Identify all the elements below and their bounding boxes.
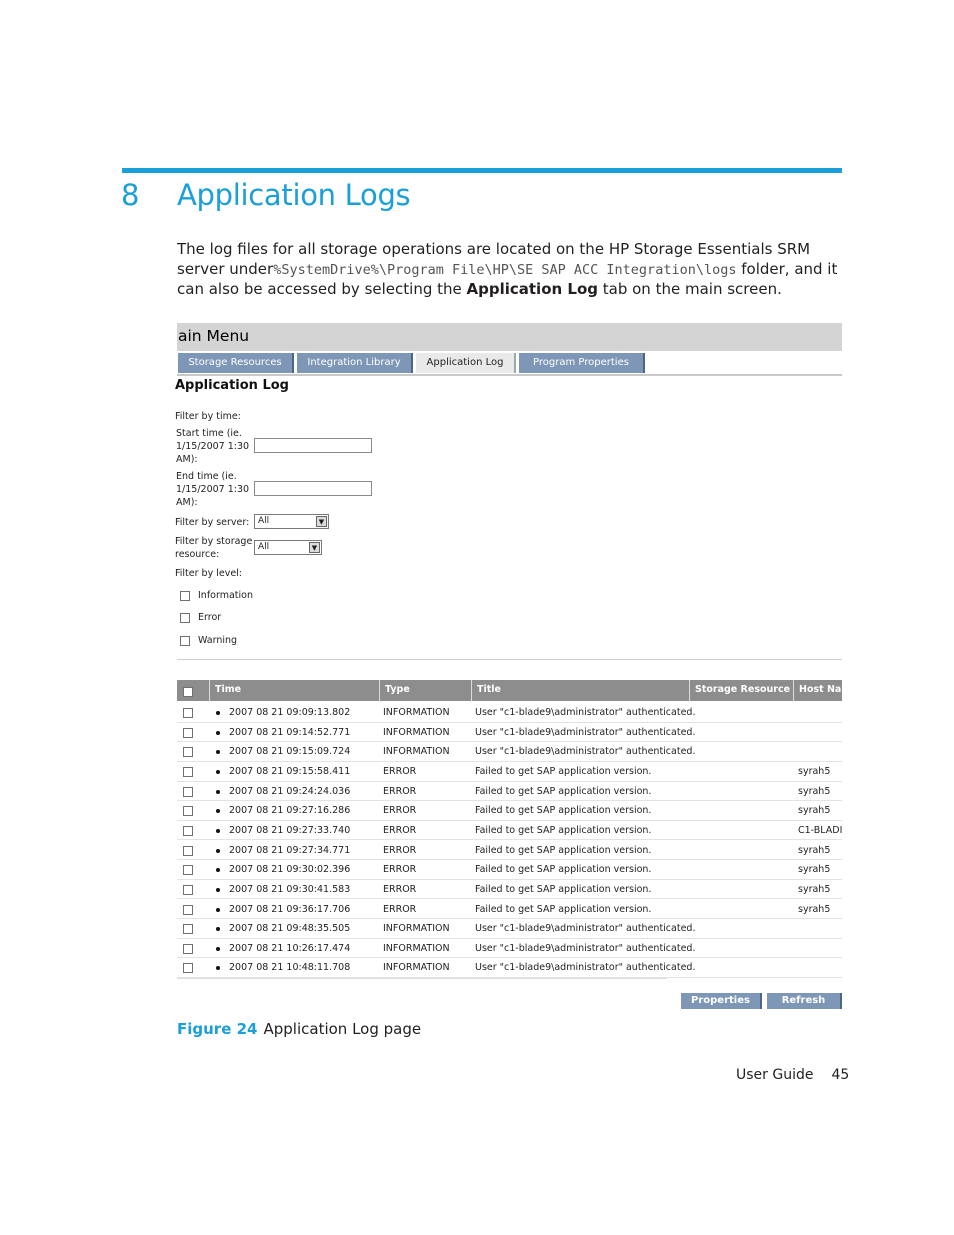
row-type: ERROR [383, 903, 417, 915]
row-title: User "c1-blade9\administrator" authenticated. [475, 746, 696, 758]
table-row[interactable] [177, 841, 842, 861]
row-type: INFORMATION [383, 923, 450, 935]
row-title: User "c1-blade9\administrator" authenticated. [475, 707, 696, 718]
row-checkbox[interactable] [183, 885, 193, 895]
table-row[interactable] [177, 919, 842, 939]
row-checkbox[interactable] [183, 708, 193, 718]
bullet-icon [216, 711, 220, 715]
bullet-icon [216, 966, 220, 970]
row-checkbox[interactable] [183, 905, 193, 915]
row-title: Failed to get SAP application version. [475, 805, 652, 817]
row-host: C1-BLADI [798, 824, 843, 836]
row-title: Failed to get SAP application version. [475, 864, 652, 876]
filter-by-server-label: Filter by server: [175, 517, 250, 528]
row-time: 2007 08 21 09:09:13.802 [229, 707, 351, 718]
figure-caption-text: Application Log page [263, 1020, 422, 1038]
tab-program-properties[interactable]: Program Properties [519, 353, 645, 373]
column-storage-resource[interactable]: Storage Resource [689, 680, 793, 701]
row-checkbox[interactable] [183, 924, 193, 934]
refresh-button[interactable]: Refresh [767, 993, 842, 1009]
server-select-value: All [258, 516, 270, 526]
intro-text-1: The log files for all storage operations are located on the HP Storage Essentials SRM server under [177, 240, 811, 278]
start-time-input[interactable] [254, 438, 372, 453]
row-type: INFORMATION [383, 726, 450, 738]
row-time: 2007 08 21 09:27:16.286 [229, 805, 351, 817]
row-title: User "c1-blade9\administrator" authenticated. [475, 923, 696, 935]
row-type: ERROR [383, 765, 417, 777]
row-type: INFORMATION [383, 746, 450, 758]
row-time: 2007 08 21 09:27:34.771 [229, 844, 351, 856]
row-title: Failed to get SAP application version. [475, 765, 652, 777]
row-type: ERROR [383, 824, 417, 836]
row-type: INFORMATION [383, 942, 450, 954]
row-checkbox[interactable] [183, 787, 193, 797]
row-host [798, 919, 842, 938]
column-host-name[interactable]: Host Nam [793, 680, 842, 701]
intro-bold: Application Log [466, 280, 598, 298]
warning-checkbox[interactable] [180, 636, 190, 646]
row-title: Failed to get SAP application version. [475, 883, 652, 895]
row-checkbox[interactable] [183, 865, 193, 875]
start-time-label: Start time (ie. 1/15/2007 1:30 AM): [176, 428, 250, 465]
bullet-icon [216, 770, 220, 774]
row-host: syrah5 [798, 844, 831, 856]
server-select[interactable] [254, 514, 329, 529]
chapter-number: 8 [121, 178, 140, 212]
row-host: syrah5 [798, 805, 831, 817]
row-host: syrah5 [798, 903, 831, 915]
bullet-icon [216, 849, 220, 853]
row-title: Failed to get SAP application version. [475, 903, 652, 915]
row-type: ERROR [383, 844, 417, 856]
row-host: syrah5 [798, 785, 831, 797]
page-number: 45 [831, 1067, 850, 1083]
bottom-divider [177, 978, 667, 979]
row-checkbox[interactable] [183, 747, 193, 757]
table-row[interactable] [177, 703, 842, 723]
row-checkbox[interactable] [183, 826, 193, 836]
row-checkbox[interactable] [183, 806, 193, 816]
column-title[interactable]: Title [471, 680, 689, 701]
row-title: User "c1-blade9\administrator" authenticated. [475, 962, 696, 974]
row-type: ERROR [383, 864, 417, 876]
chevron-down-icon: ▼ [316, 516, 327, 527]
bullet-icon [216, 790, 220, 794]
tab-bar [177, 353, 842, 375]
logs-path: %SystemDrive%\Program File\HP\SE SAP ACC Integration\logs [273, 261, 737, 278]
table-row[interactable] [177, 742, 842, 762]
figure-number: Figure 24 [177, 1020, 258, 1038]
table-row[interactable] [177, 723, 842, 743]
row-time: 2007 08 21 10:26:17.474 [229, 942, 351, 954]
table-row[interactable] [177, 762, 842, 782]
table-row[interactable] [177, 939, 842, 959]
row-host [798, 939, 842, 958]
storage-select[interactable] [254, 540, 322, 555]
tab-integration-library[interactable]: Integration Library [297, 353, 413, 373]
row-time: 2007 08 21 09:48:35.505 [229, 923, 351, 935]
table-row[interactable] [177, 900, 842, 920]
row-time: 2007 08 21 09:30:41.583 [229, 883, 351, 895]
properties-button[interactable]: Properties [681, 993, 762, 1009]
row-time: 2007 08 21 09:14:52.771 [229, 726, 351, 738]
row-host [798, 703, 842, 722]
row-host [798, 723, 842, 742]
chapter-rule [122, 168, 842, 173]
main-menu-title: ain Menu [178, 327, 250, 345]
bullet-icon [216, 829, 220, 833]
row-host [798, 742, 842, 761]
error-checkbox[interactable] [180, 613, 190, 623]
tab-underline [177, 374, 842, 376]
intro-text-2: folder, and it can also be accessed by selecting the [177, 259, 838, 298]
row-title: Failed to get SAP application version. [475, 844, 652, 856]
log-table-header [177, 680, 852, 701]
intro-paragraph [177, 240, 843, 300]
bullet-icon [216, 908, 220, 912]
row-host: syrah5 [798, 765, 831, 777]
row-type: INFORMATION [383, 962, 450, 974]
row-host: syrah5 [798, 883, 831, 895]
row-time: 2007 08 21 09:24:24.036 [229, 785, 351, 797]
bullet-icon [216, 868, 220, 872]
row-title: User "c1-blade9\administrator" authenticated. [475, 942, 696, 954]
footer-guide: User Guide [736, 1067, 814, 1083]
table-row[interactable] [177, 801, 842, 821]
information-checkbox[interactable] [180, 591, 190, 601]
error-label: Error [198, 612, 222, 623]
warning-label: Warning [198, 635, 238, 646]
table-row[interactable] [177, 860, 842, 880]
table-row[interactable] [177, 821, 842, 841]
information-label: Information [198, 590, 253, 601]
storage-select-value: All [258, 542, 270, 552]
chevron-down-icon: ▼ [309, 542, 320, 553]
filter-divider [177, 659, 842, 660]
end-time-label: End time (ie. 1/15/2007 1:30 AM): [176, 471, 250, 508]
table-row[interactable] [177, 782, 842, 802]
row-time: 2007 08 21 09:15:58.411 [229, 765, 351, 777]
figure-caption [177, 1020, 421, 1038]
page-footer [736, 1067, 849, 1083]
row-host [798, 958, 842, 977]
row-checkbox[interactable] [183, 728, 193, 738]
row-title: User "c1-blade9\administrator" authenticated. [475, 726, 696, 738]
row-title: Failed to get SAP application version. [475, 785, 652, 797]
row-type: ERROR [383, 883, 417, 895]
tab-application-log[interactable]: Application Log [416, 353, 516, 373]
row-time: 2007 08 21 09:15:09.724 [229, 746, 351, 758]
select-all-checkbox[interactable] [183, 687, 193, 697]
row-checkbox[interactable] [183, 944, 193, 954]
section-title: Application Log [175, 378, 289, 393]
row-checkbox[interactable] [183, 846, 193, 856]
row-time: 2007 08 21 09:27:33.740 [229, 824, 351, 836]
row-time: 2007 08 21 09:36:17.706 [229, 903, 351, 915]
column-type[interactable]: Type [379, 680, 471, 701]
row-time: 2007 08 21 10:48:11.708 [229, 962, 351, 974]
main-menu-bar [177, 323, 842, 351]
bullet-icon [216, 809, 220, 813]
filter-by-time-label: Filter by time: [175, 411, 241, 422]
row-type: INFORMATION [383, 707, 450, 718]
row-type: ERROR [383, 805, 417, 817]
row-title: Failed to get SAP application version. [475, 824, 652, 836]
bullet-icon [216, 947, 220, 951]
end-time-input[interactable] [254, 481, 372, 496]
intro-text-3: tab on the main screen. [598, 280, 782, 298]
column-time[interactable]: Time [209, 680, 379, 701]
row-checkbox[interactable] [183, 767, 193, 777]
bullet-icon [216, 750, 220, 754]
row-checkbox[interactable] [183, 963, 193, 973]
row-host: syrah5 [798, 864, 831, 876]
row-time: 2007 08 21 09:30:02.396 [229, 864, 351, 876]
bullet-icon [216, 731, 220, 735]
application-log-screenshot [175, 323, 852, 1011]
filter-by-storage-label: Filter by storage resource: [175, 536, 253, 560]
bullet-icon [216, 927, 220, 931]
table-row[interactable] [177, 880, 842, 900]
tab-storage-resources[interactable]: Storage Resources [178, 353, 294, 373]
chapter-title: Application Logs [177, 178, 411, 212]
filter-by-level-label: Filter by level: [175, 568, 243, 579]
table-row[interactable] [177, 958, 842, 978]
bullet-icon [216, 888, 220, 892]
row-type: ERROR [383, 785, 417, 797]
